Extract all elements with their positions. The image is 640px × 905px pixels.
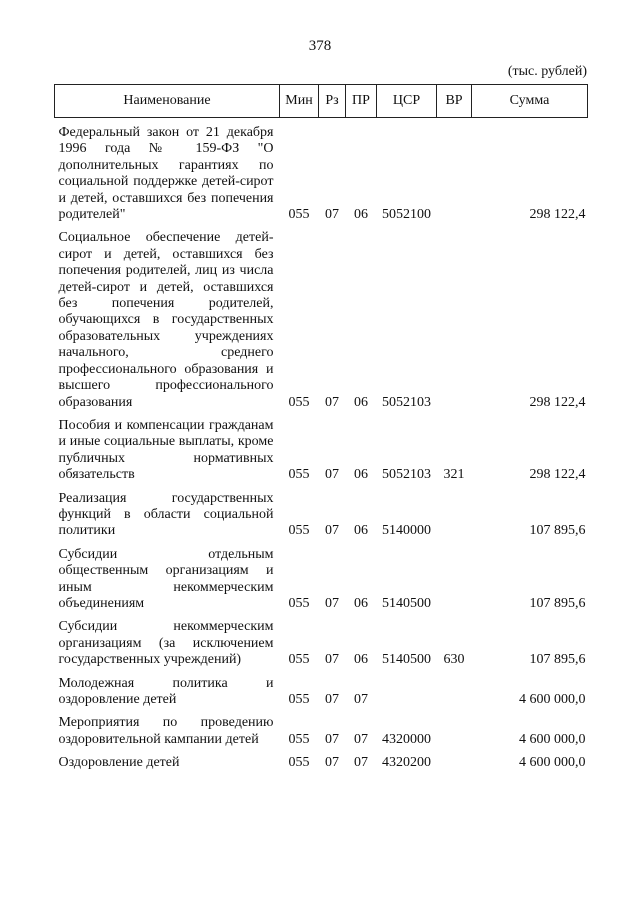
row-pr: 07 — [354, 755, 368, 771]
row-pr: 06 — [354, 595, 368, 611]
row-pr: 06 — [354, 467, 368, 483]
row-min: 055 — [288, 523, 310, 539]
row-pr: 06 — [354, 523, 368, 539]
row-name: Социальное обеспечение детей-сирот и детей, оставшихся без попечения родителей, лиц из числа детей-сирот и детей, оставшихся без попечения родителей, обучающихся в государственных образовательных учреждениях начального, среднего профессионального образования и высшего профессионального образования — [58, 230, 274, 410]
row-rz: 07 — [325, 755, 339, 771]
table-row — [55, 708, 588, 748]
row-sum: 4 600 000,0 — [519, 731, 586, 747]
header-rz: Рз — [319, 85, 346, 118]
row-min: 055 — [288, 755, 310, 771]
row-sum: 4 600 000,0 — [519, 692, 586, 707]
row-pr: 06 — [354, 652, 368, 668]
row-rz: 07 — [325, 523, 339, 539]
table-header — [55, 85, 588, 118]
table-row — [55, 118, 588, 224]
row-rz: 07 — [325, 595, 339, 611]
page-number: 378 — [308, 38, 332, 54]
table-row — [55, 411, 588, 484]
header-csr: ЦСР — [377, 85, 437, 118]
row-pr: 06 — [354, 394, 368, 410]
row-sum: 107 895,6 — [529, 523, 586, 539]
row-rz: 07 — [325, 652, 339, 668]
row-csr: 5140000 — [382, 523, 431, 539]
row-sum: 107 895,6 — [529, 652, 586, 668]
row-sum: 298 122,4 — [529, 467, 586, 483]
header-pr: ПР — [346, 85, 377, 118]
row-vr — [437, 748, 472, 771]
row-csr: 4320000 — [382, 731, 431, 747]
header-name: Наименование — [55, 85, 280, 118]
row-min: 055 — [288, 207, 310, 223]
row-min: 055 — [288, 595, 310, 611]
row-sum: 298 122,4 — [529, 207, 586, 223]
row-name: Пособия и компенсации гражданам и иные социальные выплаты, кроме публичных нормативных обязательств — [58, 417, 274, 483]
units-label: (тыс. рублей) — [507, 64, 587, 79]
row-name: Мероприятия по проведению оздоровительной кампании детей — [58, 715, 274, 747]
row-vr — [437, 708, 472, 748]
budget-table — [54, 84, 588, 772]
table-row — [55, 484, 588, 540]
table-row — [55, 540, 588, 613]
row-min: 055 — [288, 394, 310, 410]
row-sum: 107 895,6 — [529, 595, 586, 611]
row-name: Субсидии некоммерческим организациям (за исключением государственных учреждений) — [58, 619, 274, 668]
row-vr: 630 — [443, 652, 465, 668]
row-min: 055 — [288, 467, 310, 483]
table-row — [55, 223, 588, 410]
row-name: Молодежная политика и оздоровление детей — [58, 675, 274, 707]
header-min: Мин — [280, 85, 319, 118]
row-vr — [437, 540, 472, 613]
row-sum: 4 600 000,0 — [519, 755, 586, 771]
row-name: Федеральный закон от 21 декабря 1996 года № 159-ФЗ "О дополнительных гарантиях по социальной поддержке детей-сирот и детей, оставшихся без попечения родителей" — [58, 125, 274, 223]
header-sum: Сумма — [472, 85, 588, 118]
row-csr: 4320200 — [382, 755, 431, 771]
row-name: Оздоровление детей — [58, 755, 180, 771]
row-pr: 07 — [354, 692, 368, 707]
row-rz: 07 — [325, 467, 339, 483]
row-csr: 5140500 — [382, 652, 431, 668]
row-vr — [437, 669, 472, 709]
row-csr: 5052103 — [382, 467, 431, 483]
row-rz: 07 — [325, 207, 339, 223]
table-row — [55, 748, 588, 771]
row-vr: 321 — [443, 467, 465, 483]
table-row — [55, 612, 588, 668]
row-min: 055 — [288, 652, 310, 668]
row-vr — [437, 223, 472, 410]
row-csr: 5052100 — [382, 207, 431, 223]
row-min: 055 — [288, 731, 310, 747]
row-rz: 07 — [325, 692, 339, 707]
row-rz: 07 — [325, 731, 339, 747]
row-pr: 06 — [354, 207, 368, 223]
row-min: 055 — [288, 692, 310, 707]
row-csr: 5052103 — [382, 394, 431, 410]
row-csr: 5140500 — [382, 595, 431, 611]
table-row — [55, 669, 588, 709]
table-body — [55, 118, 588, 772]
row-vr — [437, 118, 472, 224]
row-name: Реализация государственных функций в области социальной политики — [58, 490, 274, 539]
row-rz: 07 — [325, 394, 339, 410]
header-vr: ВР — [437, 85, 472, 118]
row-pr: 07 — [354, 731, 368, 747]
row-sum: 298 122,4 — [529, 394, 586, 410]
row-vr — [437, 484, 472, 540]
row-name: Субсидии отдельным общественным организациям и иным некоммерческим объединениям — [58, 546, 274, 611]
row-csr — [377, 669, 437, 709]
